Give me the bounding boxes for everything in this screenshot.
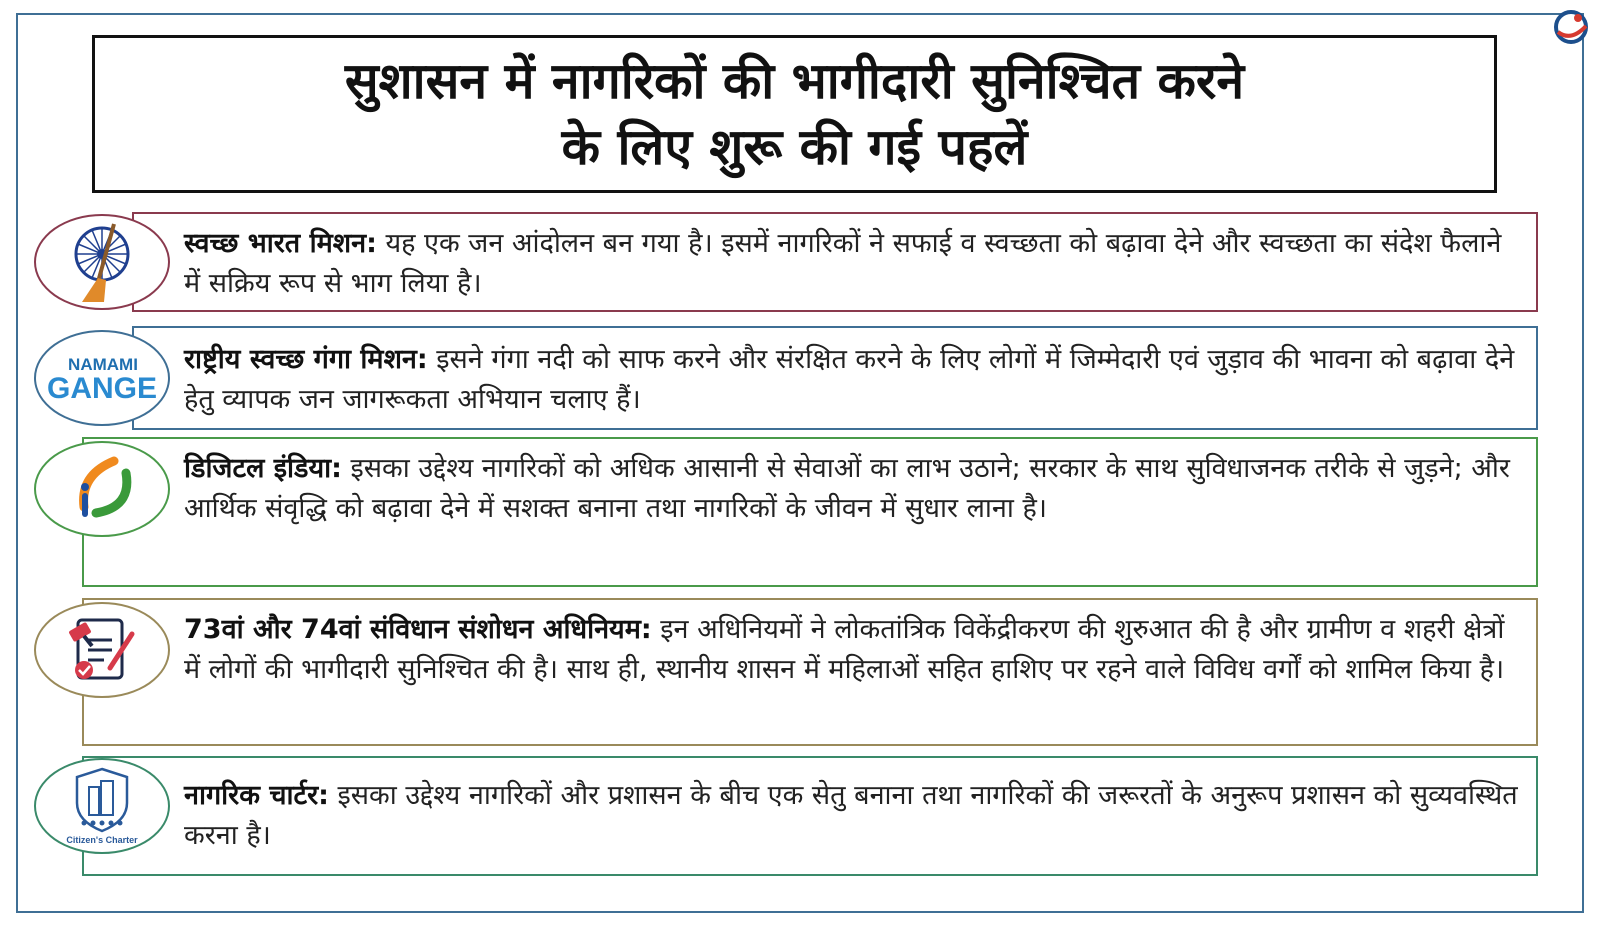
initiative-body: यह एक जन आंदोलन बन गया है। इसमें नागरिकों ने सफाई व स्वच्छता को बढ़ावा देने और स्वच्छता का संदेश फैलाने में सक्रिय रूप से भाग लिया है। [184,228,1502,299]
initiative-text [184,224,1524,304]
initiative-body: इन अधिनियमों ने लोकतांत्रिक विकेंद्रीकरण की शुरुआत की है और ग्रामीण व शहरी क्षेत्रों में लोगों की भागीदारी सुनिश्चित की है। साथ ही, स्थानीय शासन में महिलाओं सहित हाशिए पर रहने वाले विविध वर्गों को शामिल किया है। [184,614,1505,685]
gavel-document-icon [34,602,170,698]
initiative-ganga-mission [34,326,1538,430]
initiative-body: इसका उद्देश्य नागरिकों और प्रशासन के बीच एक सेतु बनाना तथा नागरिकों की जरूरतों के अनुरूप प्रशासन को सुव्यवस्थित करना है। [184,780,1518,851]
initiative-heading: नागरिक चार्टर: [184,780,329,811]
page-title [92,35,1497,193]
initiative-constitutional-amendment [34,598,1538,746]
initiative-text [184,449,1524,529]
citizens-charter-icon [34,758,170,854]
initiative-body: इसका उद्देश्य नागरिकों को अधिक आसानी से सेवाओं का लाभ उठाने; सरकार के साथ सुविधाजनक तरीके से जुड़ने; और आर्थिक संवृद्धि को बढ़ावा देने में सशक्त बनाना तथा नागरिकों के जीवन में सुधार लाना है। [184,453,1510,524]
initiative-text [184,340,1529,420]
logo-text-bottom: GANGE [47,372,157,405]
logo-text-top: NAMAMI [68,355,138,374]
initiative-body: इसने गंगा नदी को साफ करने और संरक्षित करने के लिए लोगों में जिम्मेदारी एवं जुड़ाव की भावना को बढ़ावा देने हेतु व्यापक जन जागरूकता अभियान चलाए हैं। [184,344,1515,415]
initiative-swachh-bharat [34,212,1538,314]
broom-wheel-icon [34,214,170,310]
title-line-2: के लिए शुरू की गई पहलें [561,118,1028,176]
logo-caption: Citizen's Charter [66,835,138,845]
initiative-digital-india [34,437,1538,587]
brand-logo-icon [1548,4,1594,50]
initiative-citizens-charter [34,756,1538,876]
initiative-heading: 73वां और 74वां संविधान संशोधन अधिनियम: [184,614,652,645]
initiative-text [184,610,1529,690]
initiative-heading: स्वच्छ भारत मिशन: [184,228,377,259]
namami-gange-logo [34,330,170,426]
initiative-text [184,776,1529,856]
initiative-heading: राष्ट्रीय स्वच्छ गंगा मिशन: [184,344,428,375]
digital-india-logo [34,441,170,537]
title-line-1: सुशासन में नागरिकों की भागीदारी सुनिश्चित करने [344,52,1245,110]
initiative-heading: डिजिटल इंडिया: [184,453,342,484]
